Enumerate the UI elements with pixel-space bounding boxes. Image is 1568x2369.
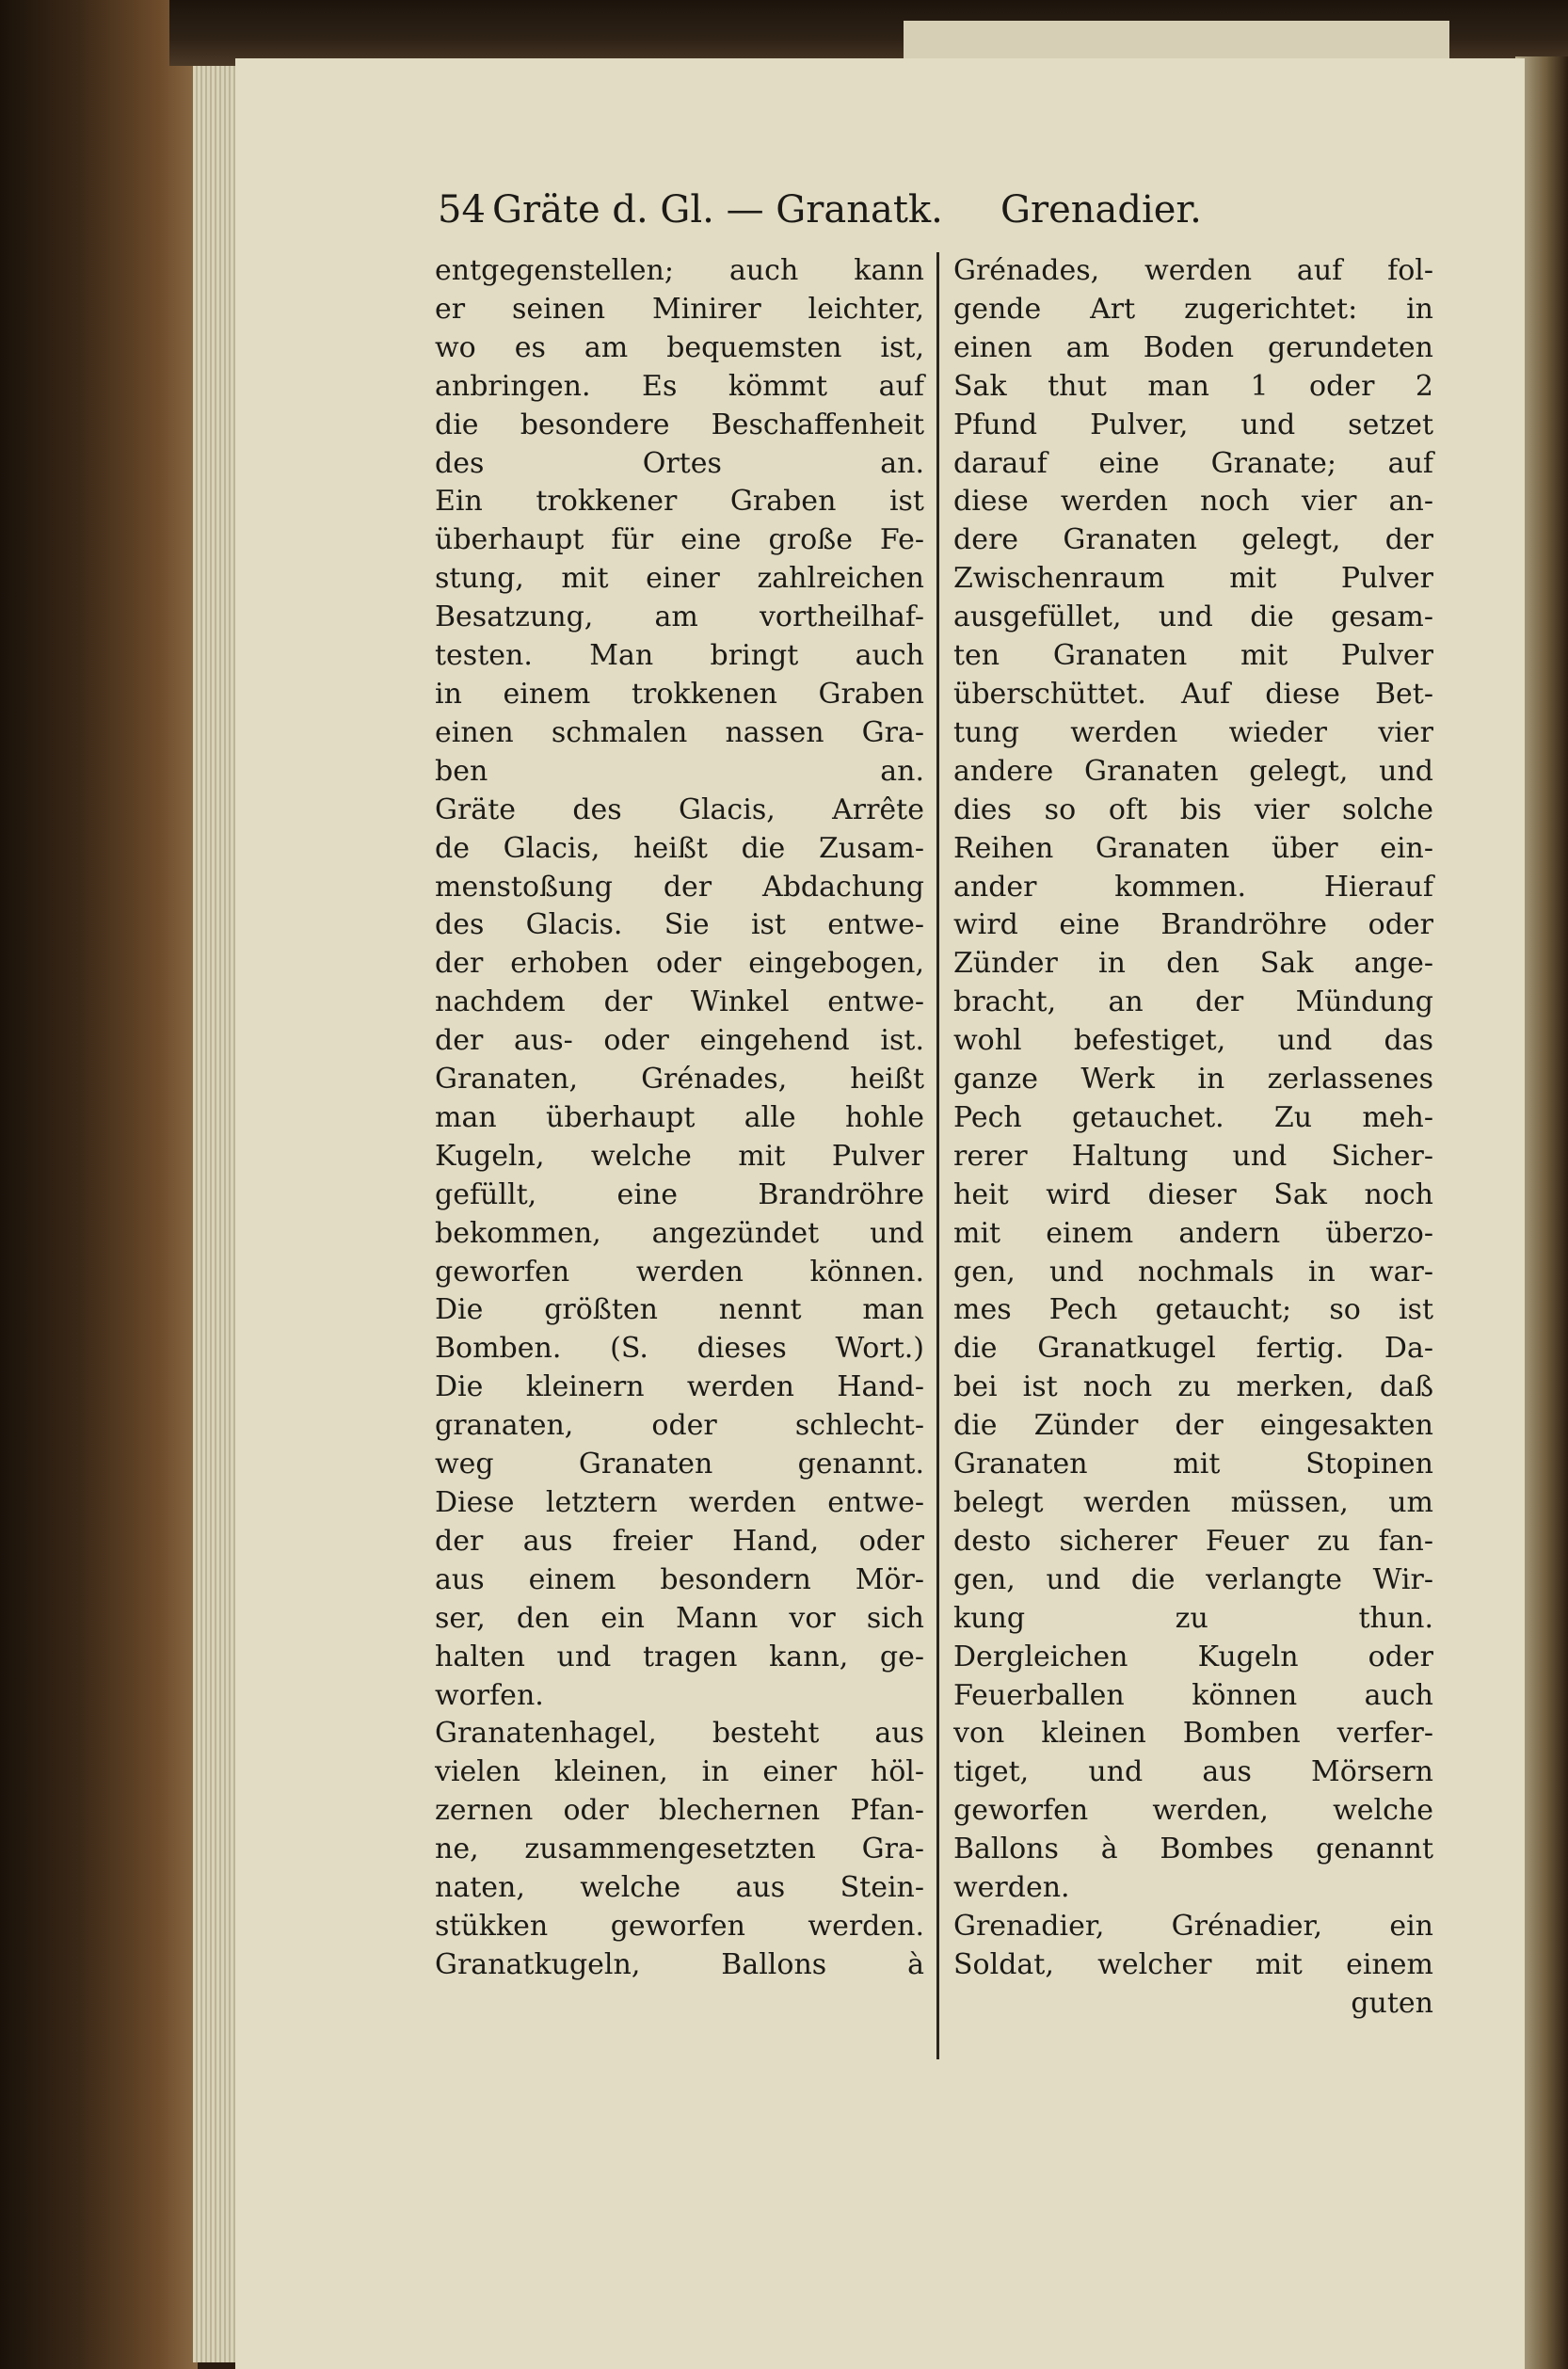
running-head-right: Grenadier. bbox=[1000, 188, 1202, 232]
entry-grenadier: Grenadier, Grénadier, ein Soldat, welcher mit einem bbox=[953, 1909, 1433, 1981]
entry-granaten: Granaten, Grénades, heißt man überhaupt alle hohle Kugeln, welche mit Pulver gefüllt, eine Brandröhre bekommen, angezündet und geworfen werden können. Die größten nennt man Bomben. (S. dieses Wort.) Die kleinern werden Hand- granaten, oder schlecht- weg Granaten genannt. Diese letztern werden entwe- der aus freier Hand, oder aus einem besondern Mör- ser, den ein Mann vor sich halten und tragen kann, ge- worfen. bbox=[435, 1063, 924, 1712]
book-cover-left bbox=[0, 0, 198, 2369]
paragraph: entgegenstellen; auch kann er seinen Minirer leichter, wo es am bequemsten ist, anbringen. Es kömmt auf die besondere Beschaffenheit des Ortes an. bbox=[435, 254, 924, 480]
left-column bbox=[435, 252, 924, 1985]
paragraph: Dergleichen Kugeln oder Feuerballen können auch von kleinen Bomben verfer- tiget, und aus Mörsern geworfen werden, welche Ballons à Bombes genannt werden. bbox=[953, 1640, 1433, 1905]
paragraph: Grénades, werden auf fol- gende Art zugerichtet: in einen am Boden gerundeten Sak thut man 1 oder 2 Pfund Pulver, und setzet darauf eine Granate; auf diese werden noch vier an- dere Granaten gelegt, der Zwischenraum mit Pulver ausgefüllet, und die gesam- ten Granaten mit Pulver überschüttet. Auf diese Bet- tung werden wieder vier andere Granaten gelegt, und dies so oft bis vier solche Reihen Granaten über ein- ander kommen. Hierauf wird eine Brandröhre oder Zünder in den Sak ange- bracht, an der Mündung wohl befestiget, und das ganze Werk in zerlassenes Pech getauchet. Zu meh- rerer Haltung und Sicher- heit wird dieser Sak noch mit einem andern überzo- gen, und nochmals in war- mes Pech getaucht; so ist die Granatkugel fertig. Da- bei ist noch zu merken, daß die Zünder der eingesakten Granaten mit Stopinen belegt werden müssen, um desto sicherer Feuer zu fan- gen, und die verlangte Wir- kung zu thun. bbox=[953, 254, 1433, 1635]
running-head-left: Gräte d. Gl. — Granatk. bbox=[492, 188, 943, 232]
page-number: 54 bbox=[438, 188, 486, 232]
page-header bbox=[438, 188, 1304, 254]
entry-granatenhagel: Granatenhagel, besteht aus vielen kleinen, in einer höl- zernen oder blechernen Pfan- ne, zusammengesetzten Gra- naten, welche aus Stein- stükken geworfen werden. bbox=[435, 1717, 924, 1943]
catchword: guten bbox=[1351, 1986, 1433, 2020]
right-column bbox=[953, 252, 1433, 2024]
column-divider bbox=[936, 252, 939, 2059]
entry-granatkugeln: Granatkugeln, Ballons à bbox=[435, 1947, 924, 1981]
paragraph: Ein trokkener Graben ist überhaupt für eine große Fe- stung, mit einer zahlreichen Besatzung, am vortheilhaf- testen. Man bringt auch in einem trokkenen Graben einen schmalen nassen Gra- ben an. bbox=[435, 485, 924, 788]
entry-glacis-graete: Gräte des Glacis, Arrête de Glacis, heißt die Zusam- menstoßung der Abdachung des Glacis. Sie ist entwe- der erhoben oder eingebogen, nachdem der Winkel entwe- der aus- oder eingehend ist. bbox=[435, 792, 924, 1058]
